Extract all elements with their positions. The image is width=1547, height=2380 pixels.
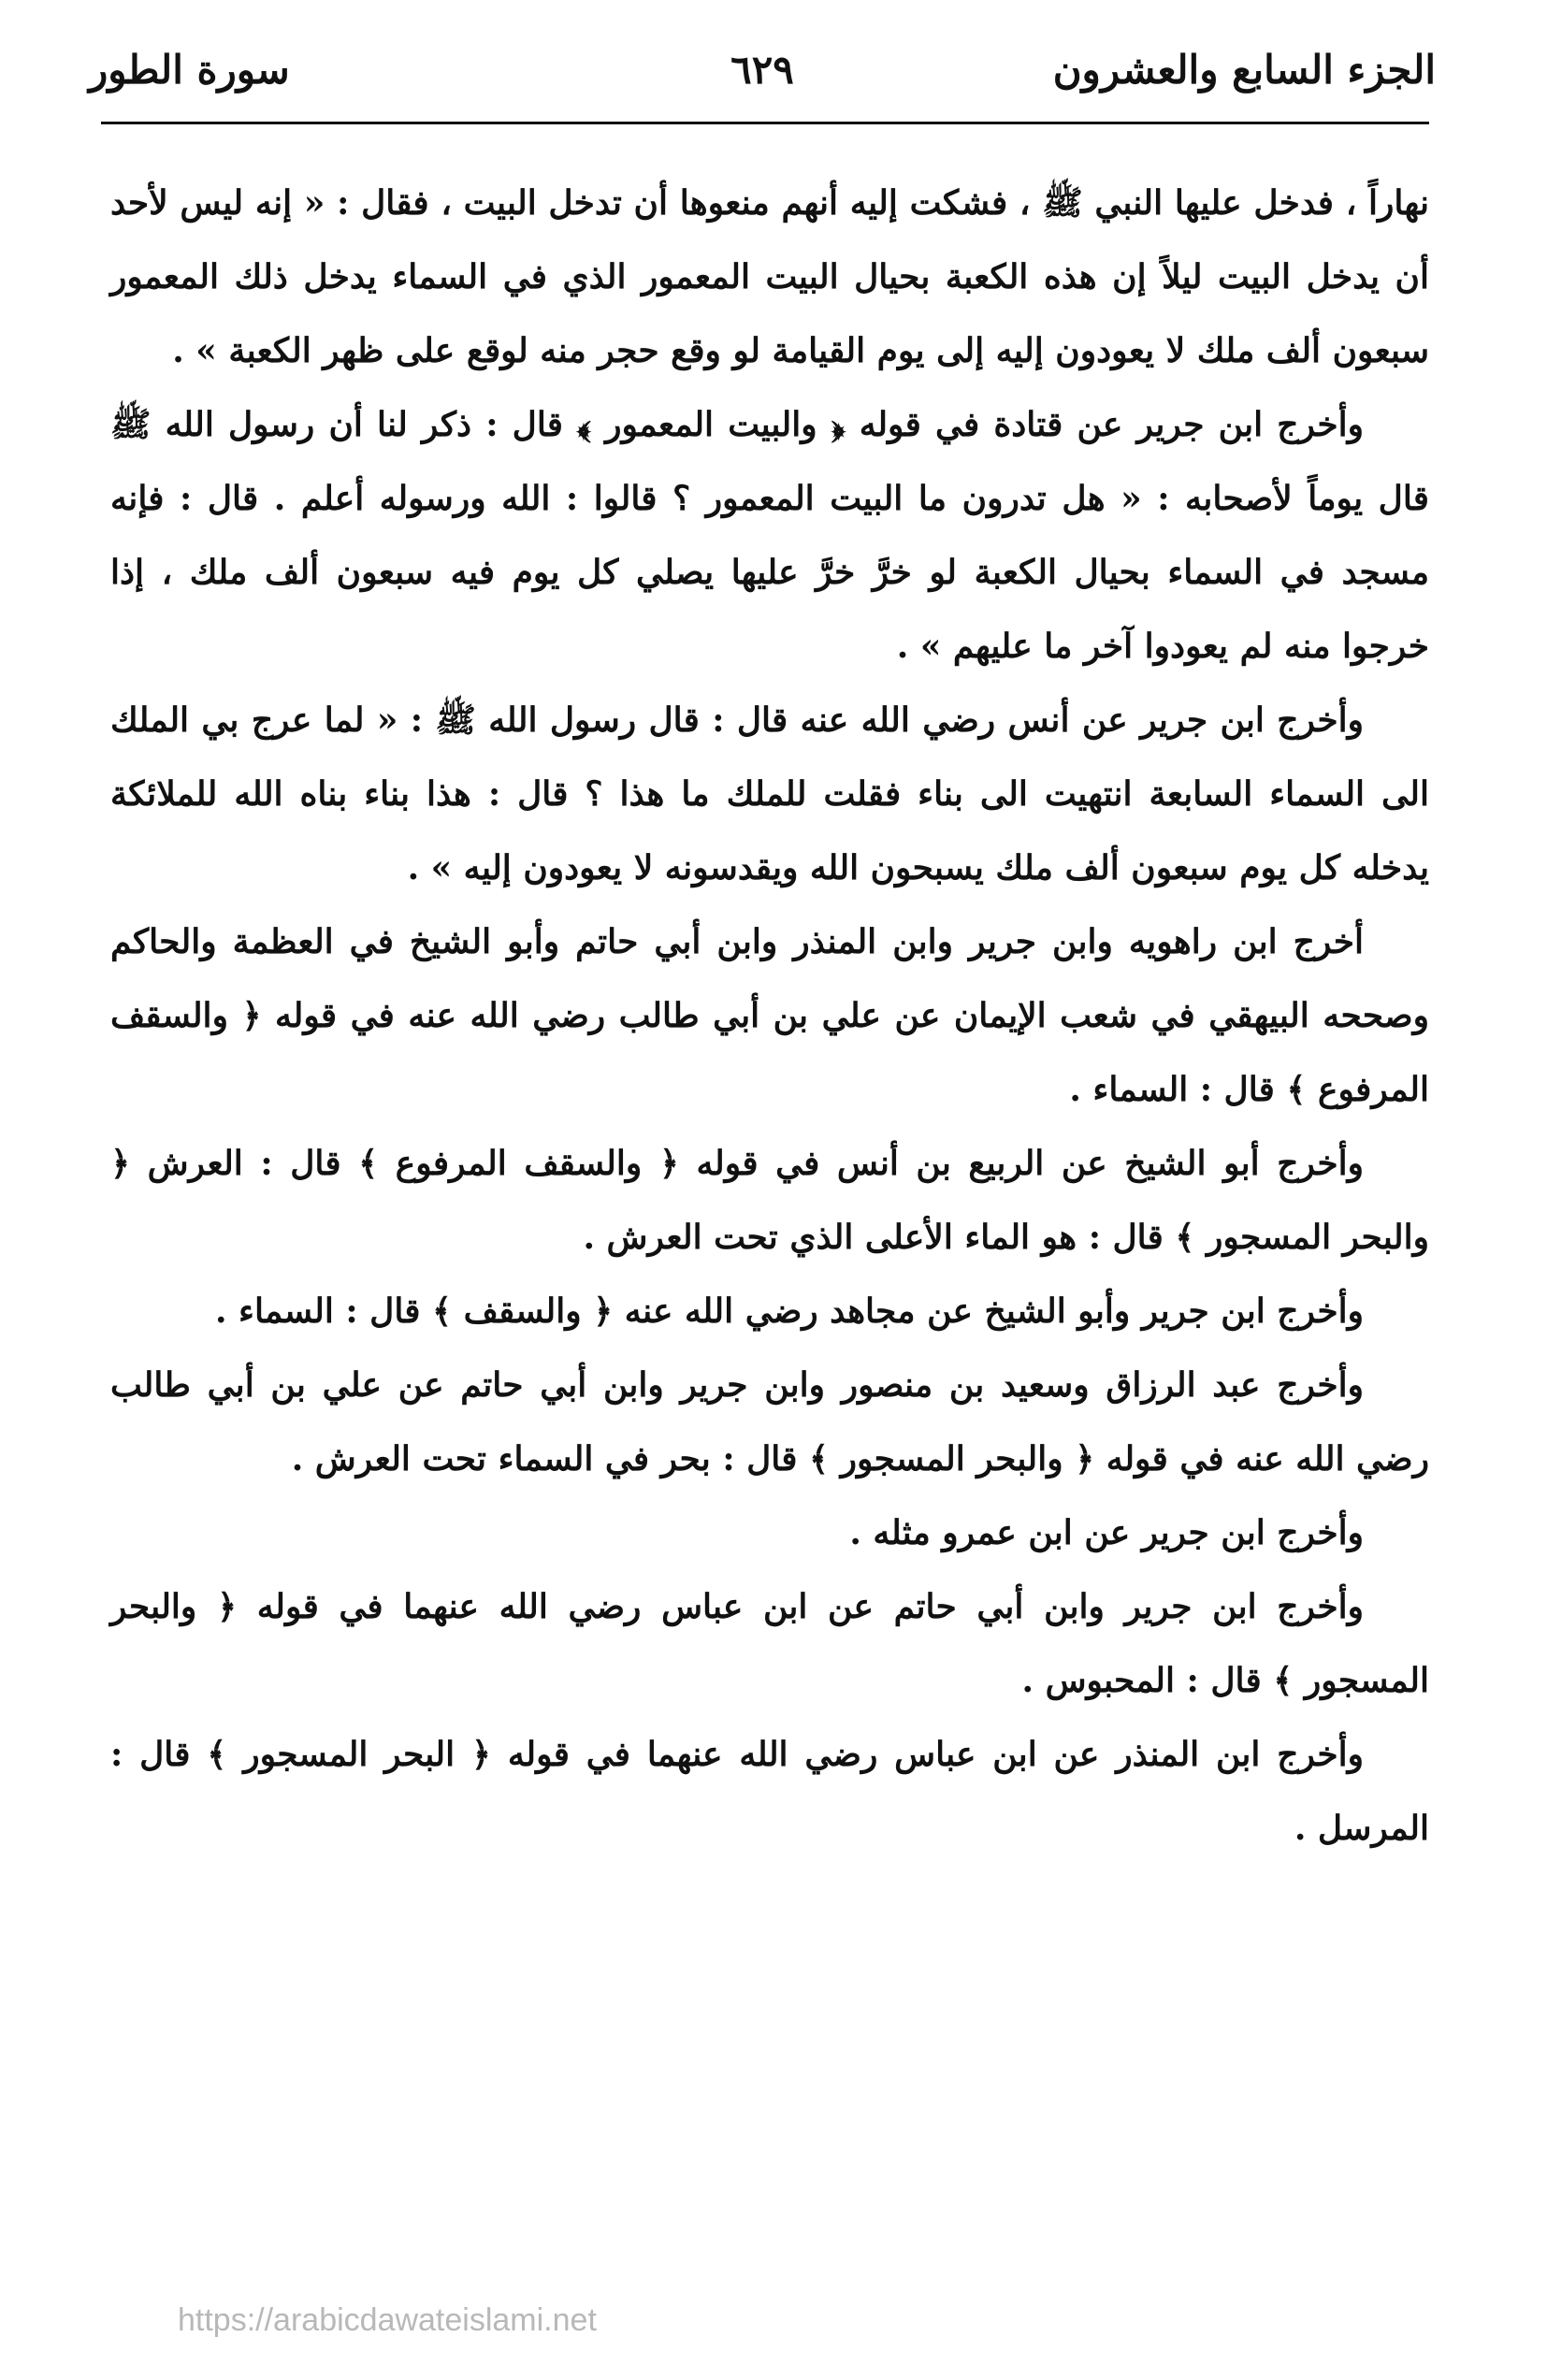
paragraph: وأخرج ابن المنذر عن ابن عباس رضي الله عنهما في قوله ﴿ البحر المسجور ﴾ قال : المرسل . <box>110 1735 1429 1848</box>
paragraph: أخرج ابن راهويه وابن جرير وابن المنذر وابن أبي حاتم وأبو الشيخ في العظمة والحاكم وصححه البيهقي في شعب الإيمان عن علي بن أبي طالب رضي الله عنه في قوله ﴿ والسقف المرفوع ﴾ قال : السماء . <box>110 922 1429 1109</box>
paragraph: وأخرج ابن جرير عن ابن عمرو مثله . <box>849 1513 1364 1552</box>
paragraph: وأخرج عبد الرزاق وسعيد بن منصور وابن جرير وابن أبي حاتم عن علي بن أبي طالب رضي الله عنه في قوله ﴿ والبحر المسجور ﴾ قال : بحر في السماء تحت العرش . <box>110 1365 1429 1478</box>
header-rule <box>101 122 1429 124</box>
watermark-url: https://arabicdawateislami.net <box>178 2302 597 2338</box>
part-title: الجزء السابع والعشرون <box>1052 47 1436 93</box>
page-number: ٦٢٩ <box>730 47 794 93</box>
paragraph: نهاراً ، فدخل عليها النبي ﷺ ، فشكت إليه أنهم منعوها أن تدخل البيت ، فقال : « إنه ليس لأحد أن يدخل البيت ليلاً إن هذه الكعبة بحيال البيت المعمور الذي في السماء يدخل ذلك المعمور سبعون ألف ملك لا يعودون إليه إلى يوم القيامة لو وقع حجر منه لوقع على ظهر الكعبة » . <box>110 183 1429 370</box>
body-text <box>110 166 1429 1866</box>
paragraph: وأخرج ابن جرير عن قتادة في قوله ﴿ والبيت المعمور ﴾ قال : ذكر لنا أن رسول الله ﷺ قال يوماً لأصحابه : « هل تدرون ما البيت المعمور ؟ قالوا : الله ورسوله أعلم . قال : فإنه مسجد في السماء بحيال الكعبة لو خرَّ خرَّ عليها يصلي كل يوم فيه سبعون ألف ملك ، إذا خرجوا منه لم يعودوا آخر ما عليهم » . <box>110 405 1429 666</box>
surah-title: سورة الطور <box>89 47 290 93</box>
paragraph: وأخرج ابن جرير وأبو الشيخ عن مجاهد رضي الله عنه ﴿ والسقف ﴾ قال : السماء . <box>214 1291 1364 1331</box>
paragraph: وأخرج ابن جرير عن أنس رضي الله عنه قال : قال رسول الله ﷺ : « لما عرج بي الملك الى السماء السابعة انتهيت الى بناء فقلت للملك ما هذا ؟ قال : هذا بناء بناه الله للملائكة يدخله كل يوم سبعون ألف ملك يسبحون الله ويقدسونه لا يعودون إليه » . <box>110 700 1429 887</box>
paragraph: وأخرج ابن جرير وابن أبي حاتم عن ابن عباس رضي الله عنهما في قوله ﴿ والبحر المسجور ﴾ قال : المحبوس . <box>110 1587 1429 1700</box>
paragraph: وأخرج أبو الشيخ عن الربيع بن أنس في قوله ﴿ والسقف المرفوع ﴾ قال : العرش ﴿ والبحر المسجور ﴾ قال : هو الماء الأعلى الذي تحت العرش . <box>110 1144 1429 1257</box>
page-header <box>89 37 1436 112</box>
